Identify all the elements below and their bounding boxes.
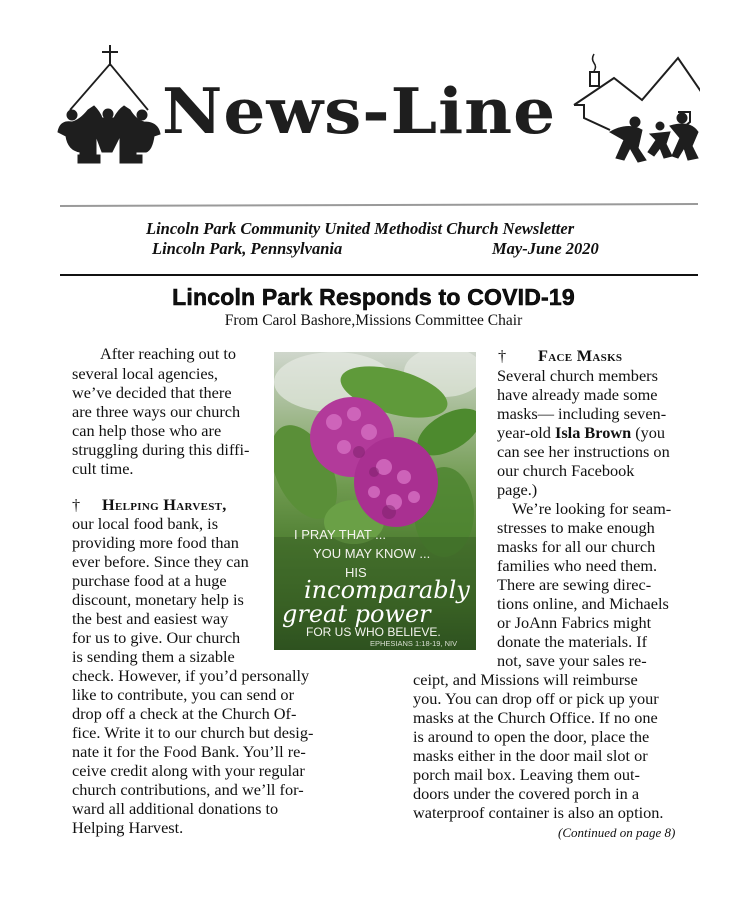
photo-reference: EPHESIANS 1:18-19, NIV xyxy=(370,639,458,648)
section-line: not, save your sales re- xyxy=(497,651,647,670)
section-line: purchase food at a huge xyxy=(72,571,227,590)
intro-line: several local agencies, xyxy=(72,364,218,383)
section-line: the best and easiest way xyxy=(72,609,229,628)
church-family-logo-icon xyxy=(58,45,160,163)
intro-line: cult time. xyxy=(72,459,134,478)
scripture-photo xyxy=(274,352,476,650)
section-line: have already made some xyxy=(497,385,658,404)
house-family-logo-icon xyxy=(574,54,700,162)
masthead-title: News-Line xyxy=(162,73,557,149)
photo-caption-line: FOR US WHO BELIEVE. xyxy=(306,625,441,639)
section-line: masks— including seven- xyxy=(497,404,667,423)
section-line: like to contribute, you can send or xyxy=(72,685,294,704)
section-title: Face Masks xyxy=(538,346,623,365)
lilac-flower xyxy=(354,437,438,527)
section-line: is around to open the door, place the xyxy=(413,727,650,746)
newsletter-name: Lincoln Park Community United Methodist Church Newsletter xyxy=(146,219,575,238)
section-line: porch mail box. Leaving them out- xyxy=(413,765,640,784)
section-line: stresses to make enough xyxy=(497,518,655,537)
section-line: Several church members xyxy=(497,366,658,385)
section-line: We’re looking for seam- xyxy=(512,499,672,518)
section-line: donate the materials. If xyxy=(497,632,648,651)
section-line: ceipt, and Missions will reimburse xyxy=(413,670,638,689)
section-line: tions online, and Michaels xyxy=(497,594,669,613)
section-line: doors under the covered porch in a xyxy=(413,784,640,803)
section-line: fice. Write it to our church but desig- xyxy=(72,723,314,742)
intro-line: struggling during this diffi- xyxy=(72,440,250,459)
section-heading xyxy=(72,497,227,513)
section-line: ward all additional donations to xyxy=(72,799,279,818)
section-line xyxy=(497,425,665,441)
section-line: drop off a check at the Church Of- xyxy=(72,704,297,723)
intro-line: After reaching out to xyxy=(100,344,237,363)
section-text: year-old xyxy=(497,423,555,442)
photo-script-line: incomparably xyxy=(304,576,470,604)
header-top-rule xyxy=(60,203,698,207)
dagger-icon: † xyxy=(72,495,81,514)
section-line: masks either in the door mail slot or xyxy=(413,746,648,765)
section-line: waterproof container is also an option. xyxy=(413,803,664,822)
photo-caption-line: I PRAY THAT ... xyxy=(294,527,386,542)
section-line: check. However, if you’d personally xyxy=(72,666,310,685)
section-text: (you xyxy=(631,423,666,442)
issue-date: May-June 2020 xyxy=(492,239,599,258)
intro-line: can help those who are xyxy=(72,421,222,440)
section-line: masks for all our church xyxy=(497,537,656,556)
section-line: ever before. Since they can xyxy=(72,552,249,571)
section-heading xyxy=(498,348,622,364)
section-line: Helping Harvest. xyxy=(72,818,184,837)
article-headline: Lincoln Park Responds to COVID-19 xyxy=(172,284,575,310)
section-line: ceive credit along with your regular xyxy=(72,761,305,780)
photo-script-line: great power xyxy=(282,600,431,628)
section-line: our church Facebook xyxy=(497,461,635,480)
section-line: masks at the Church Office. If no one xyxy=(413,708,658,727)
section-line: for us to give. Our church xyxy=(72,628,241,647)
section-line: page.) xyxy=(497,480,538,499)
section-line: discount, monetary help is xyxy=(72,590,244,609)
photo-caption-line: HIS xyxy=(345,565,367,580)
section-line: you. You can drop off or pick up your xyxy=(413,689,659,708)
section-line: is sending them a sizable xyxy=(72,647,235,666)
section-line: There are sewing direc- xyxy=(497,575,652,594)
section-line: providing more food than xyxy=(72,533,239,552)
member-name: Isla Brown xyxy=(555,423,632,442)
header-bottom-rule xyxy=(60,274,698,276)
intro-line: we’ve decided that there xyxy=(72,383,232,402)
newsletter-location: Lincoln Park, Pennsylvania xyxy=(152,239,343,258)
photo-caption-line: YOU MAY KNOW ... xyxy=(313,546,431,561)
section-line: or JoAnn Fabrics might xyxy=(497,613,652,632)
section-line: can see her instructions on xyxy=(497,442,670,461)
article-byline: From Carol Bashore,Missions Committee Chair xyxy=(224,312,523,329)
section-line: nate it for the Food Bank. You’ll re- xyxy=(72,742,306,761)
dagger-icon: † xyxy=(498,346,507,365)
section-line: church contributions, and we’ll for- xyxy=(72,780,304,799)
intro-line: are three ways our church xyxy=(72,402,241,421)
continued-link[interactable]: (Continued on page 8) xyxy=(558,825,676,840)
section-title: Helping Harvest, xyxy=(102,495,227,514)
section-line: our local food bank, is xyxy=(72,514,219,533)
section-line: families who need them. xyxy=(497,556,658,575)
